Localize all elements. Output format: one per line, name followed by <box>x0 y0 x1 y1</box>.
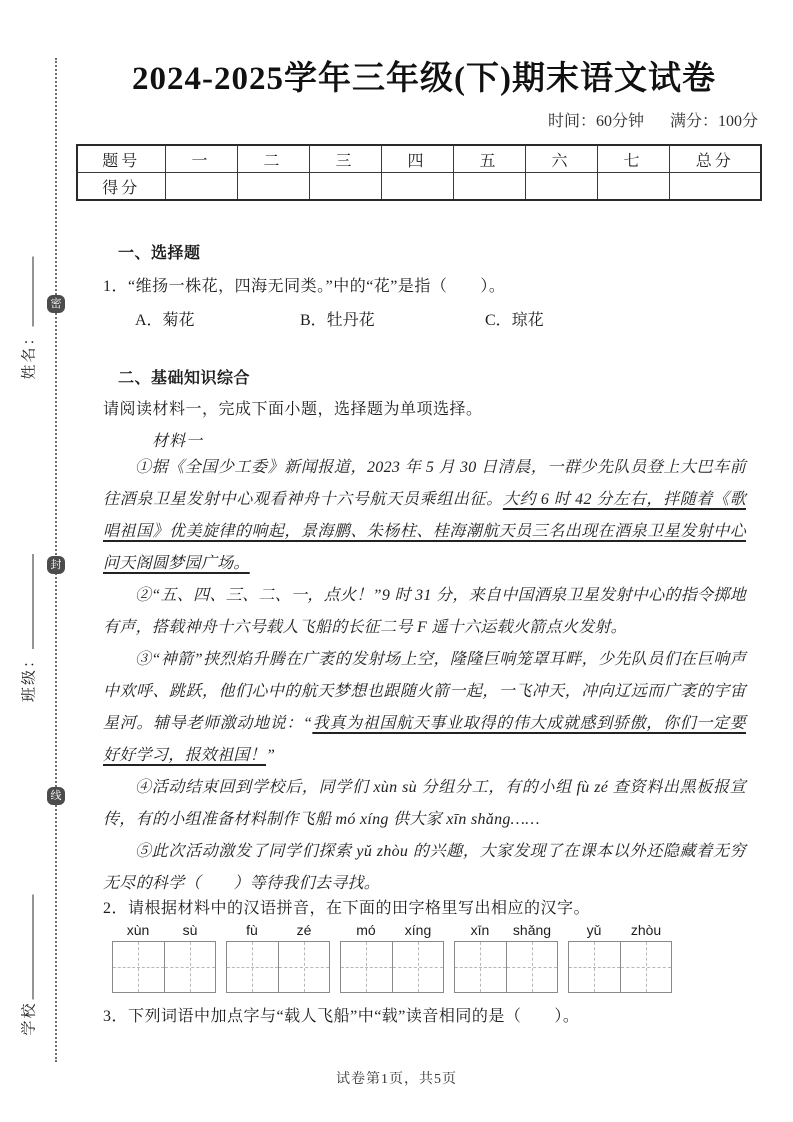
score-table-cell: 二 <box>237 145 309 173</box>
pinyin-label: mó <box>356 922 376 938</box>
pinyin-label: xùn <box>126 922 150 938</box>
score-blank-cell <box>597 173 669 201</box>
score-blank-cell <box>669 173 761 201</box>
section-2-intro: 请阅读材料一，完成下面小题，选择题为单项选择。 <box>103 401 483 418</box>
tianzige-cell <box>569 942 620 992</box>
pinyin-label: zé <box>296 922 312 938</box>
question-1-options <box>103 307 778 330</box>
pinyin-label: xíng <box>404 922 432 938</box>
student-school-field <box>18 894 39 1035</box>
pinyin-group <box>340 922 444 993</box>
seal-char-feng: 封 <box>47 556 65 574</box>
student-class-blank <box>20 554 34 649</box>
student-class-field <box>18 554 39 702</box>
student-name-field <box>18 256 39 379</box>
student-class-label: 班级： <box>21 650 38 703</box>
section-2-heading: 二、基础知识综合 <box>118 370 251 387</box>
score-table-cell: 五 <box>453 145 525 173</box>
pinyin-label: zhòu <box>630 922 662 938</box>
material-paragraph-4: ④活动结束回到学校后，同学们 xùn sù 分组分工，有的小组 fù zé 查资料出黑板报宣传，有的小组准备材料制作飞船 mó xíng 供大家 xīn shǎng…… <box>103 779 746 828</box>
option-c: C．琼花 <box>485 312 544 329</box>
student-name-label: 姓名： <box>21 328 38 380</box>
student-school-label: 学校 <box>21 1001 38 1036</box>
score-blank-cell <box>309 173 381 201</box>
pinyin-label: yǔ <box>586 922 602 938</box>
tianzige-cell <box>227 942 278 992</box>
score-table-cell: 四 <box>381 145 453 173</box>
pinyin-group <box>568 922 672 993</box>
tianzige-cell <box>620 942 672 992</box>
pinyin-label: fù <box>246 922 258 938</box>
page-title: 2024-2025学年三年级(下)期末语文试卷 <box>132 61 716 97</box>
score-table-cell: 三 <box>309 145 381 173</box>
score-blank-cell <box>381 173 453 201</box>
tianzige-cell <box>455 942 506 992</box>
material-1-title: 材料一 <box>152 433 204 450</box>
closing-quote: ” <box>266 747 276 764</box>
material-paragraph-2: ②“五、四、三、二、一，点火！”9 时 31 分，来自中国酒泉卫星发射中心的指令掷地有声，搭载神舟十六号载人飞船的长征二号 F 遥十六运载火箭点火发射。 <box>103 587 746 636</box>
score-table-cell: 得分 <box>77 173 165 201</box>
pinyin-group <box>454 922 558 993</box>
pinyin-label: xīn <box>470 922 490 938</box>
student-name-blank <box>20 256 34 326</box>
score-table-header-row <box>77 145 761 173</box>
score-blank-cell <box>165 173 237 201</box>
pinyin-label: shǎng <box>512 922 552 938</box>
question-1: 1．“维扬一株花，四海无同类。”中的“花”是指（ ）。 <box>103 278 506 295</box>
score-table <box>76 144 762 201</box>
material-paragraph-5: ⑤此次活动激发了同学们探索 yǔ zhòu 的兴趣，大家发现了在课本以外还隐藏着无穷无尽的科学（ ）等待我们去寻找。 <box>103 843 746 892</box>
paragraph-text: ①据《全国少工委》新闻报道，2023 年 5 月 30 日清晨，一群少先队员登上大巴车前往酒泉卫星发射中心观看神舟十六号航天员乘组出征。 <box>103 459 746 508</box>
tianzige-cell <box>278 942 330 992</box>
seal-char-xian: 线 <box>47 787 65 805</box>
score-blank-cell <box>237 173 309 201</box>
score-table-cell: 总分 <box>669 145 761 173</box>
tianzige-cell <box>341 942 392 992</box>
option-b: B．牡丹花 <box>300 312 375 329</box>
tianzige-cell <box>113 942 164 992</box>
score-blank-cell <box>453 173 525 201</box>
exam-meta <box>88 108 758 131</box>
material-paragraph-3 <box>103 644 746 772</box>
underlined-text: 大约 6 时 42 分左右，拌随着《歌唱祖国》优美旋律的响起，景海鹏、朱杨柱、桂海潮航天员三名出现在酒泉卫星发射中心问天阁圆梦园广场。 <box>103 491 746 572</box>
pinyin-group <box>112 922 216 993</box>
section-1-heading: 一、选择题 <box>118 245 201 262</box>
score-table-cell: 题号 <box>77 145 165 173</box>
pinyin-label: sù <box>182 922 198 938</box>
score-table-cell: 七 <box>597 145 669 173</box>
pinyin-writing-grid <box>112 922 672 993</box>
exam-full-score: 满分：100分 <box>669 113 758 130</box>
seal-char-mi: 密 <box>47 295 65 313</box>
tianzige-cell <box>392 942 444 992</box>
student-school-blank <box>20 894 34 999</box>
exam-time: 时间：60分钟 <box>547 113 644 130</box>
score-table-cell: 六 <box>525 145 597 173</box>
tianzige-cell <box>506 942 558 992</box>
question-2: 2．请根据材料中的汉语拼音，在下面的田字格里写出相应的汉字。 <box>103 900 591 917</box>
underlined-text: 我真为祖国航天事业取得的伟大成就感到骄傲，你们一定要好好学习，报效祖国！ <box>103 715 746 764</box>
question-3: 3．下列词语中加点字与“载人飞船”中“载”读音相同的是（ ）。 <box>103 1008 580 1025</box>
tianzige-cell <box>164 942 216 992</box>
page-footer: 试卷第1页，共5页 <box>336 1072 457 1087</box>
option-a: A．菊花 <box>135 312 195 329</box>
material-paragraph-1 <box>103 452 746 580</box>
score-blank-cell <box>525 173 597 201</box>
paragraph-text: ③“神箭”挟烈焰升腾在广袤的发射场上空，隆隆巨响笼罩耳畔，少先队员们在巨响声中欢呼、跳跃，他们心中的航天梦想也跟随火箭一起，一飞冲天，冲向辽远而广袤的宇宙星河。辅导老师激动地说：“ <box>103 651 746 732</box>
pinyin-group <box>226 922 330 993</box>
score-table-cell: 一 <box>165 145 237 173</box>
score-table-score-row <box>77 173 761 201</box>
